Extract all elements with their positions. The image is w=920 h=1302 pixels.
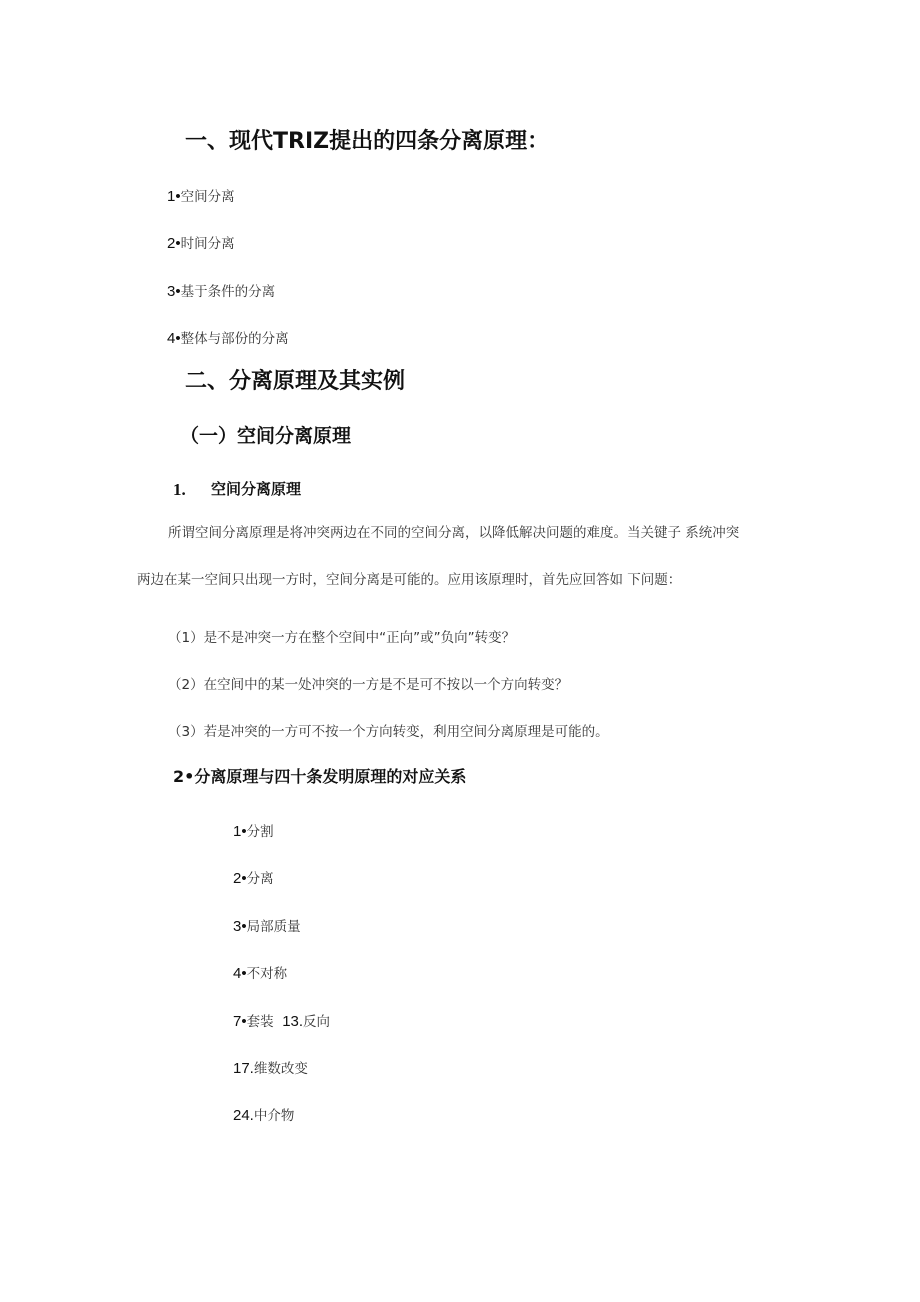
section-1-heading: 一、现代TRIZ提出的四条分离原理： [185, 129, 550, 154]
item-text: 中介物 [253, 1108, 295, 1124]
principle-item [233, 1108, 294, 1124]
item-number: 4• [167, 330, 181, 347]
item-number: 4• [233, 965, 247, 982]
question-item: （1）是不是冲突一方在整个空间中“正向”或”负向”转变？ [168, 630, 516, 646]
question-item: （3）若是冲突的一方可不按一个方向转变，利用空间分离原理是可能的。 [168, 724, 609, 740]
item-text: 基于条件的分离 [180, 284, 276, 300]
item-number: 13. [282, 1013, 304, 1030]
list-item [167, 236, 235, 252]
item-text: 分离 [246, 871, 274, 887]
heading-number: 1. [173, 480, 186, 499]
list-item [167, 331, 289, 347]
principle-item [233, 1061, 308, 1077]
item-text: 整体与部份的分离 [180, 331, 289, 347]
item-text: 空间分离 [180, 189, 235, 205]
item-number: 3• [233, 918, 247, 935]
principle-item [233, 824, 274, 840]
item-number: 24. [233, 1107, 254, 1124]
subsection-heading: （一）空间分离原理 [180, 425, 352, 447]
list-item [167, 189, 235, 205]
question-item: （2）在空间中的某一处冲突的一方是不是可不按以一个方向转变？ [168, 677, 569, 693]
item-number: 2• [167, 235, 181, 252]
item-text: 不对称 [246, 966, 288, 982]
subheading-correspondence: 2•分离原理与四十条发明原理的对应关系 [173, 767, 467, 786]
paragraph-line: 所谓空间分离原理是将冲突两边在不同的空间分离，以降低解决问题的难度。当关键子 系统冲突 [168, 525, 740, 541]
heading-text: 空间分离原理 [211, 480, 302, 498]
list-item [167, 284, 275, 300]
principle-item [233, 1014, 330, 1030]
item-number: 17. [233, 1060, 254, 1077]
principle-item [233, 919, 301, 935]
principle-item [233, 871, 274, 887]
item-number: 2• [233, 870, 247, 887]
item-text: 维数改变 [253, 1061, 308, 1077]
item-number: 7• [233, 1013, 247, 1030]
section-2-heading: 二、分离原理及其实例 [185, 369, 406, 394]
item-text: 套装 [246, 1014, 283, 1030]
paragraph-line: 两边在某一空间只出现一方时，空间分离是可能的。应用该原理时，首先应回答如 下问题： [137, 572, 682, 588]
principle-item [233, 966, 287, 982]
item-number: 3• [167, 283, 181, 300]
item-number: 1• [233, 823, 247, 840]
item-text: 反向 [303, 1014, 331, 1030]
item-text: 时间分离 [180, 236, 235, 252]
item-number: 1• [167, 188, 181, 205]
item-text: 分割 [246, 824, 274, 840]
item-text: 局部质量 [246, 919, 301, 935]
